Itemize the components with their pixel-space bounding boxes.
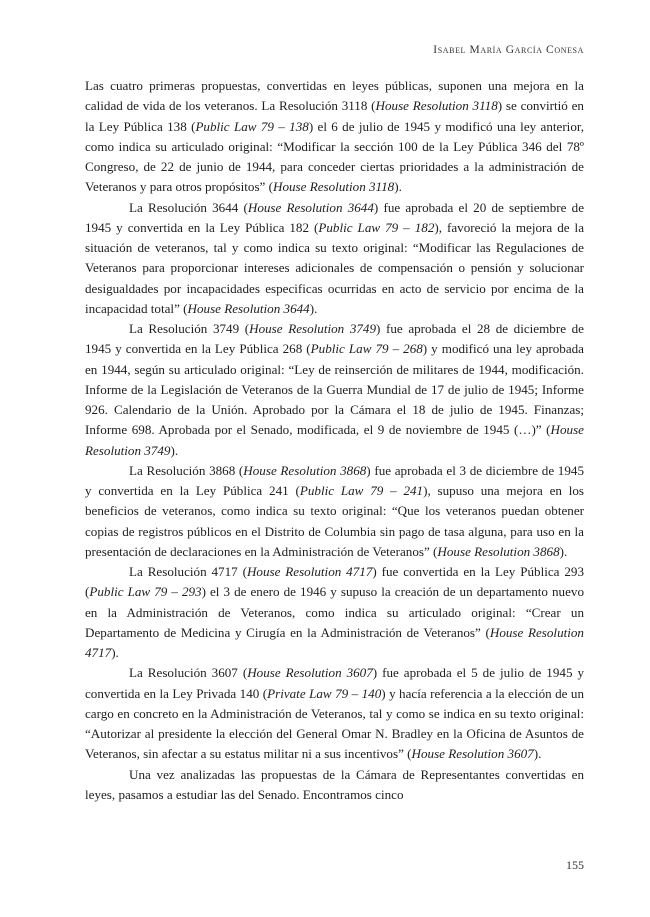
citation-italic: House Resolution 4717 xyxy=(85,624,584,660)
text-run: ) fue convertida en la Ley Pública 293 ( xyxy=(85,564,584,600)
citation-italic: Private Law 79 – 140 xyxy=(267,685,382,701)
citation-italic: House Resolution 3607 xyxy=(247,665,373,681)
citation-italic: House Resolution 3644 xyxy=(247,199,374,215)
text-run: ) el 3 de enero de 1946 y supuso la creación de un departamento nuevo en la Administración de Veteranos, como indica su articulado original: “Crear un Departamento de Medicina y Cirugía en la Administración de Veteranos” ( xyxy=(85,584,584,640)
page-number: 155 xyxy=(566,858,584,872)
citation-italic: Public Law 79 – 293 xyxy=(89,584,202,600)
running-head: Isabel María García Conesa xyxy=(433,44,584,56)
paragraph xyxy=(85,663,584,764)
text-run: ). xyxy=(394,179,402,195)
text-run: ) fue aprobada el 3 de diciembre de 1945 y convertida en la Ley Pública 241 ( xyxy=(85,462,584,498)
text-run: La Resolución 3607 ( xyxy=(129,665,248,681)
text-run: ) fue aprobada el 5 de julio de 1945 y convertida en la Ley Privada 140 ( xyxy=(85,665,585,701)
citation-italic: House Resolution 3749 xyxy=(85,422,584,458)
text-run: ). xyxy=(170,442,179,458)
citation-italic: House Resolution 4717 xyxy=(246,564,373,579)
text-run: ). xyxy=(559,543,568,559)
citation-italic: Public Law 79 – 138 xyxy=(195,118,309,134)
citation-italic: House Resolution 3118 xyxy=(273,179,395,195)
text-run: ), favoreció la mejora de la situación de veteranos, tal y como indica su texto original: “Modificar las Regulaciones de Veteranos para proporcionar intereses adicionales de compensación o pensión y solucionar desigualdades por incapacidades especificas ocurridas en acto de servicio por encima de la incapacidad total” ( xyxy=(85,219,585,316)
paragraph xyxy=(85,76,584,198)
text-run: ), supuso una mejora en los beneficios de veteranos, como indica su texto original: “Que los veteranos puedan obtener copias de registros públicos en el Distrito de Columbia sin pago de tasa alguna, para uso en la presentación de declaraciones en la Administración de Veteranos” ( xyxy=(85,483,585,559)
citation-italic: House Resolution 3868 xyxy=(437,543,560,559)
citation-italic: Public Law 79 – 268 xyxy=(310,341,423,357)
text-run: Una vez analizadas las propuestas de la Cámara de Representantes convertidas en leyes, pasamos a estudiar las del Senado. Encontramos cinco xyxy=(85,766,584,802)
citation-italic: Public Law 79 – 182 xyxy=(318,219,435,235)
citation-italic: House Resolution 3868 xyxy=(243,462,367,478)
citation-italic: House Resolution 3118 xyxy=(375,98,498,114)
text-run: La Resolución 4717 ( xyxy=(129,564,247,579)
text-run: ). xyxy=(533,746,542,762)
text-run: ) y modificó una ley aprobada en 1944, según su articulado original: “Ley de reinserción de militares de 1944, modificación. Informe de la Legislación de Veteranos de la Guerra Mundial de 17 de julio de 1945; Informe 926. Calendario de la Unión. Aprobado por la Cámara el 18 de julio de 1945. Finanzas; Informe 698. Aprobada por el Senado, modificada, el 9 de noviembre de 1945 (…)” ( xyxy=(85,341,584,438)
text-run: ). xyxy=(111,645,119,660)
text-run: La Resolución 3749 ( xyxy=(129,321,250,336)
paragraph xyxy=(85,562,584,663)
citation-italic: Public Law 79 – 241 xyxy=(299,483,424,498)
text-run: La Resolución 3868 ( xyxy=(129,462,244,478)
paragraph xyxy=(85,319,584,461)
text-run: Las cuatro primeras propuestas, convertidas en leyes públicas, suponen una mejora en la calidad de vida de los veteranos. La Resolución 3118 ( xyxy=(85,78,584,114)
paragraph xyxy=(85,461,584,562)
text-run: ) fue aprobada el 28 de diciembre de 1945 y convertida en la Ley Pública 268 ( xyxy=(85,321,584,357)
citation-italic: House Resolution 3607 xyxy=(411,746,534,762)
paragraph xyxy=(85,198,584,320)
citation-italic: House Resolution 3644 xyxy=(187,300,310,316)
text-run: ) y hacía referencia a la elección de un cargo en concreto en la Administración de Veteranos, tal y como se indica en su texto original: “Autorizar al presidente la elección del General Omar N. Bradley en la Oficina de Asuntos de Veteranos, sin afectar a su estatus militar ni a sus incentivos” ( xyxy=(85,685,585,762)
paragraph xyxy=(85,765,584,806)
citation-italic: House Resolution 3749 xyxy=(249,321,377,336)
text-run: ) fue aprobada el 20 de septiembre de 1945 y convertida en la Ley Pública 182 ( xyxy=(85,199,585,235)
text-run: ) se convirtió en la Ley Pública 138 ( xyxy=(85,98,584,134)
text-run: ). xyxy=(309,300,318,316)
text-run: La Resolución 3644 ( xyxy=(129,199,248,215)
text-run: ) el 6 de julio de 1945 y modificó una ley anterior, como indica su articulado original: “Modificar la sección 100 de la Ley Pública 346 del 78º Congreso, de 22 de junio de 1944, para conceder ciertas prioridades a la administración de Veteranos y para otros propósitos” ( xyxy=(85,118,584,195)
body-text xyxy=(85,76,584,805)
